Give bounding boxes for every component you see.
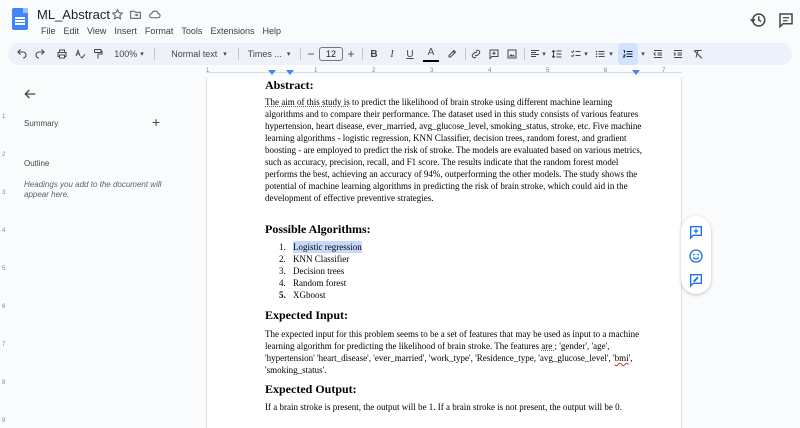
docs-logo-icon[interactable] — [12, 8, 28, 30]
ruler-number: 5 — [546, 68, 550, 74]
move-folder-icon[interactable] — [128, 8, 142, 22]
document-page[interactable] — [206, 78, 682, 428]
increase-indent-icon[interactable] — [670, 43, 686, 65]
first-line-indent-marker[interactable] — [286, 70, 294, 75]
line-spacing-icon[interactable] — [549, 43, 565, 65]
list-number: 2. — [279, 254, 286, 264]
abstract-text: to predict the likelihood of brain stroke using different machine learning algorithms and to compare their performance. The dataset used in this study consists of various features hypertension, heart disease, ever_married, avg_glucose_level, smoking_status, stroke, etc. Five machine learning algorithms - logistic regression, KNN Classifier, decision trees, random forest, and gradient boosting - are employed to predict the risk of stroke. The models are evaluated based on various metrics, such as accuracy, precision, recall, and F1 score. The results indicate that the random forest model performs the best, achieving an accuracy of 94%, outperforming the other models. The study shows the potential of machine learning algorithms in predicting the risk of brain stroke, which could aid in the development of effective preventive strategies. — [265, 97, 642, 203]
horizontal-ruler[interactable] — [206, 68, 682, 78]
formatting-toolbar — [8, 43, 792, 65]
ruler-number: 2 — [372, 68, 376, 74]
ruler-number: 1 — [2, 114, 6, 120]
title-bar — [0, 0, 800, 40]
redo-icon[interactable] — [32, 43, 48, 65]
list-item-text: Logistic regression — [293, 242, 362, 252]
italic-button[interactable]: I — [390, 48, 394, 60]
version-history-icon[interactable] — [749, 11, 767, 29]
ruler-number: 7 — [2, 342, 6, 348]
numbered-list-icon[interactable] — [618, 43, 638, 65]
list-item-text: KNN Classifier — [293, 254, 350, 264]
ruler-number: 1 — [206, 68, 210, 74]
menu-help[interactable]: Help — [262, 26, 281, 36]
font-family-select[interactable] — [242, 43, 296, 65]
increase-font-size-button[interactable]: + — [347, 47, 355, 61]
list-item[interactable] — [279, 241, 362, 253]
list-item[interactable] — [279, 289, 362, 301]
add-comment-icon[interactable] — [688, 224, 704, 240]
outline-hint: Headings you add to the document will appear here. — [24, 180, 162, 199]
abstract-heading[interactable]: Abstract: — [265, 78, 314, 92]
ruler-number: 2 — [2, 152, 6, 158]
abstract-paragraph[interactable] — [265, 96, 643, 204]
left-indent-marker[interactable] — [268, 70, 276, 75]
floating-actions — [681, 216, 711, 294]
menu-edit[interactable]: Edit — [63, 26, 80, 36]
spellcheck-icon[interactable] — [72, 43, 88, 65]
insert-link-icon[interactable] — [468, 43, 484, 65]
bold-button[interactable]: B — [370, 48, 378, 60]
ruler-number: 1 — [314, 68, 318, 74]
highlight-color-icon[interactable] — [444, 43, 460, 65]
document-outline-panel — [18, 78, 168, 428]
add-comment-icon[interactable] — [486, 43, 502, 65]
output-paragraph[interactable]: If a brain stroke is present, the output will be 1. If a brain stroke is not present, the output will be 0. — [265, 402, 622, 412]
undo-icon[interactable] — [14, 43, 30, 65]
right-indent-marker[interactable] — [632, 70, 640, 75]
ruler-number: 3 — [2, 190, 6, 196]
paragraph-style-select[interactable] — [164, 43, 234, 65]
add-summary-button[interactable]: + — [152, 114, 161, 130]
decrease-indent-icon[interactable] — [650, 43, 666, 65]
menu-bar — [37, 25, 285, 37]
list-item[interactable] — [279, 265, 362, 277]
text-color-button[interactable]: A — [423, 44, 439, 62]
comments-icon[interactable] — [777, 11, 795, 29]
menu-format[interactable]: Format — [144, 26, 174, 36]
spelling-error[interactable]: bmi — [614, 353, 629, 363]
grammar-suggestion[interactable]: are — [541, 341, 555, 351]
star-icon[interactable] — [110, 8, 124, 22]
input-text: ', 'smoking_status'. — [265, 353, 633, 375]
ruler-number: 8 — [2, 380, 6, 386]
list-item-text: XGboost — [293, 290, 326, 300]
grammar-suggestion[interactable]: The aim of this study is — [265, 97, 350, 107]
document-title[interactable]: ML_Abstract — [37, 7, 110, 22]
chevron-down-icon: ▾ — [140, 51, 144, 58]
print-icon[interactable] — [54, 43, 70, 65]
vertical-ruler[interactable] — [0, 78, 10, 428]
ruler-number: 5 — [2, 266, 6, 272]
paragraph-style-value: Normal text — [171, 49, 218, 59]
list-item[interactable] — [279, 253, 362, 265]
ruler-number: 4 — [488, 68, 492, 74]
decrease-font-size-button[interactable]: − — [307, 47, 315, 61]
list-number: 5. — [279, 290, 286, 300]
font-size-input[interactable]: 12 — [319, 47, 343, 61]
emoji-reaction-icon[interactable] — [688, 248, 704, 264]
chevron-down-icon[interactable]: ▾ — [641, 51, 645, 58]
list-number: 4. — [279, 278, 286, 288]
summary-label: Summary — [24, 119, 59, 128]
input-heading[interactable]: Expected Input: — [265, 308, 349, 322]
menu-insert[interactable]: Insert — [114, 26, 137, 36]
input-paragraph[interactable] — [265, 328, 643, 376]
ruler-number: 4 — [2, 228, 6, 234]
font-family-value: Times ... — [247, 49, 282, 59]
back-arrow-icon[interactable] — [22, 86, 38, 102]
ruler-number: 6 — [604, 68, 608, 74]
list-item-text: Random forest — [293, 278, 347, 288]
output-heading[interactable]: Expected Output: — [265, 382, 357, 396]
input-text: The expected input for this problem seems to be a set of features that may be used as input to a machine learning algorithm for predicting the likelihood of brain stroke. The features — [265, 329, 640, 351]
zoom-select[interactable] — [112, 43, 146, 65]
list-number: 1. — [279, 242, 286, 252]
chevron-down-icon[interactable]: ▾ — [584, 51, 588, 58]
menu-file[interactable]: File — [41, 26, 56, 36]
input-text: ; 'gender', 'age', 'hypertension' 'heart_disease', 'ever_married', 'work_type', 'Residence_type, 'avg_glucose_level', ' — [265, 341, 615, 363]
paint-format-icon[interactable] — [90, 43, 106, 65]
menu-view[interactable]: View — [87, 26, 107, 36]
ruler-number: 9 — [2, 418, 6, 424]
clear-formatting-icon[interactable] — [690, 43, 706, 65]
algorithms-heading[interactable]: Possible Algorithms: — [265, 222, 371, 236]
chevron-down-icon[interactable]: ▾ — [609, 51, 613, 58]
list-item[interactable] — [279, 277, 362, 289]
list-item-text: Decision trees — [293, 266, 345, 276]
underline-button[interactable]: U — [406, 48, 414, 60]
ruler-number: 6 — [2, 304, 6, 310]
bulleted-list-icon[interactable] — [592, 43, 608, 65]
menu-tools[interactable]: Tools — [181, 26, 203, 36]
chevron-down-icon: ▾ — [286, 51, 291, 58]
outline-label: Outline — [24, 159, 50, 168]
suggest-edits-icon[interactable] — [688, 272, 704, 288]
algorithms-list[interactable] — [279, 241, 362, 301]
cloud-saved-icon[interactable] — [147, 8, 161, 22]
menu-extensions[interactable]: Extensions — [210, 26, 255, 36]
ruler-number: 7 — [662, 68, 666, 74]
insert-image-icon[interactable] — [504, 43, 520, 65]
ruler-number: 3 — [430, 68, 434, 74]
zoom-value: 100% — [114, 49, 138, 59]
chevron-down-icon: ▾ — [223, 51, 227, 58]
chevron-down-icon[interactable]: ▾ — [542, 51, 546, 58]
list-number: 3. — [279, 266, 286, 276]
